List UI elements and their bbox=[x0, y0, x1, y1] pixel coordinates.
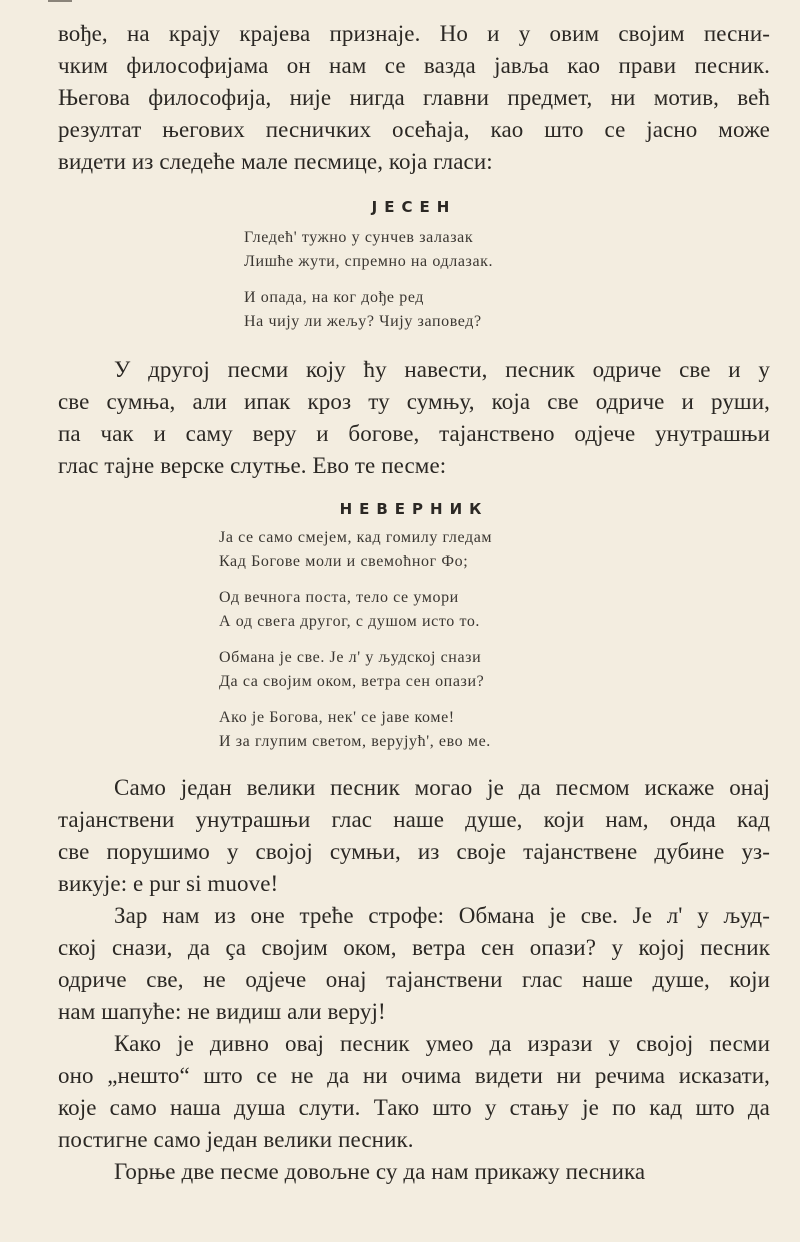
text-line: ској снази, да ça својим оком, ветра сен опази? у којој песник bbox=[58, 935, 770, 960]
poem-line: Да са својим оком, ветра сен опази? bbox=[219, 673, 485, 690]
text-line: све порушимо у својој сумњи, из своје тајанствене дубине уз- bbox=[58, 839, 770, 864]
text-line: Горње две песме довољне су да нам прикажу песника bbox=[114, 1159, 646, 1184]
intro-text bbox=[58, 18, 770, 178]
poem-line: Ако је Богова, нек' се јаве коме! bbox=[219, 709, 455, 726]
closing-paragraph bbox=[58, 1156, 770, 1188]
poem-stanza bbox=[244, 286, 584, 334]
closing-paragraph bbox=[58, 1028, 770, 1156]
text-line: видети из следеће мале песмице, која гласи: bbox=[58, 149, 493, 174]
text-line: па чак и саму веру и богове, тајанствено одјече унутрашњи bbox=[58, 421, 770, 446]
poem-line: И за глупим светом, верујућ', ево ме. bbox=[219, 733, 491, 750]
poem-stanza bbox=[219, 706, 609, 754]
poem-line: И опада, на ког дође ред bbox=[244, 289, 425, 306]
poem-line: Од вечнога поста, тело се умори bbox=[219, 589, 459, 606]
poem-line: Гледећ' тужно у сунчев залазак bbox=[244, 229, 474, 246]
text-line: вође, на крају крајева признаје. Но и у овим својим песни- bbox=[58, 21, 770, 46]
closing-paragraph bbox=[58, 900, 770, 1028]
text-line: нам шапуће: не видиш али веруј! bbox=[58, 999, 386, 1024]
text-line: чким философијама он нам се вазда јавља као прави песник. bbox=[58, 53, 770, 78]
intro-paragraph bbox=[58, 18, 770, 178]
text-line: У другој песми коју ћу навести, песник одриче све и у bbox=[114, 357, 770, 382]
text-line: викује: е pur si muove! bbox=[58, 871, 279, 896]
text-line: резултат његових песничких осећаја, као што се јасно може bbox=[58, 117, 770, 142]
poem-line: Обмана је све. Је л' у људској снази bbox=[219, 649, 482, 666]
text-line: оно „нешто“ што се не да ни очима видети ни речима исказати, bbox=[58, 1063, 770, 1088]
poem-nevernik bbox=[219, 526, 609, 754]
text-line: Како је дивно овај песник умео да изрази у својој песми bbox=[114, 1031, 770, 1056]
poem-line: Кад Богове моли и свемоћног Фо; bbox=[219, 553, 469, 570]
text-line: све сумња, али ипак кроз ту сумњу, која све одриче и руши, bbox=[58, 389, 770, 414]
poem-title-jesen: ЈЕСЕН bbox=[371, 198, 457, 216]
poem-stanza bbox=[219, 646, 609, 694]
poem-line: На чију ли жељу? Чију заповед? bbox=[244, 313, 482, 330]
page-top-rule bbox=[48, 0, 72, 6]
middle-paragraph bbox=[58, 354, 770, 482]
text-line: постигне само један велики песник. bbox=[58, 1127, 414, 1152]
poem-title-nevernik: НЕВЕРНИК bbox=[339, 500, 489, 518]
closing-section bbox=[58, 772, 770, 1188]
poem-jesen bbox=[244, 226, 584, 334]
page-content bbox=[58, 18, 770, 1188]
text-line: одриче све, не одјече онај тајанствени глас наше душе, који bbox=[58, 967, 770, 992]
poem-stanza bbox=[244, 226, 584, 274]
text-line: тајанствени унутрашњи глас наше душе, који нам, онда кад bbox=[58, 807, 770, 832]
poem-line: А од свега другог, с душом исто то. bbox=[219, 613, 481, 630]
poem-stanza bbox=[219, 586, 609, 634]
text-line: Само један велики песник могао је да песмом искаже онај bbox=[114, 775, 770, 800]
poem-line: Лишће жути, спремно на одлазак. bbox=[244, 253, 494, 270]
text-line: Његова философија, није нигда главни предмет, ни мотив, већ bbox=[58, 85, 770, 110]
closing-paragraph bbox=[58, 772, 770, 900]
poem-stanza bbox=[219, 526, 609, 574]
text-line: које само наша душа слути. Тако што у стању је по кад што да bbox=[58, 1095, 770, 1120]
poem-line: Ја се само смејем, кад гомилу гледам bbox=[219, 529, 493, 546]
middle-text bbox=[58, 354, 770, 482]
text-line: глас тајне верске слутње. Ево те песме: bbox=[58, 453, 447, 478]
text-line: Зар нам из оне треће строфе: Обмана је све. Је л' у људ- bbox=[114, 903, 770, 928]
